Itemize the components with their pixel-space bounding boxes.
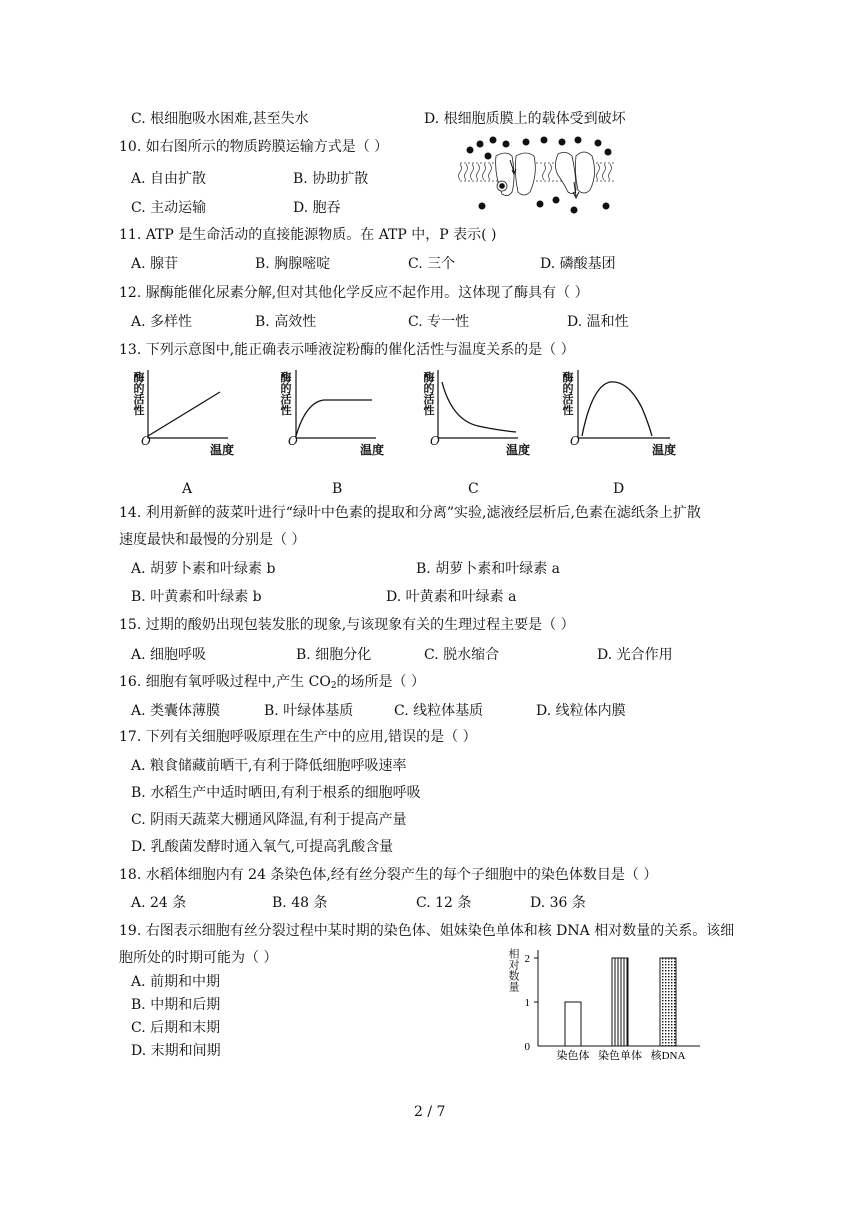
membrane-transport-figure	[458, 134, 618, 214]
q11-option-c: C. 三个	[408, 256, 456, 272]
q17-stem: 17. 下列有关细胞呼吸原理在生产中的应用,错误的是（ ）	[119, 729, 477, 745]
graph-a-axes	[148, 370, 228, 438]
q16-option-a: A. 类囊体薄膜	[131, 703, 221, 719]
graph-d-ylabel: 酶 的 活 性	[562, 371, 574, 417]
bar-染色单体	[612, 958, 628, 1046]
q14-option-c: B. 叶黄素和叶绿素 b	[131, 589, 262, 605]
graph-d-curve	[582, 382, 652, 436]
q19-option-a: A. 前期和中期	[131, 974, 221, 990]
graph-label-b: B	[332, 481, 343, 497]
graph-c-origin: O	[430, 434, 440, 448]
y-tick-label: 0	[524, 1041, 530, 1053]
q17-option-b: B. 水稻生产中适时晒田,有利于根系的细胞呼吸	[131, 785, 421, 801]
enzyme-graph-c	[418, 368, 538, 458]
graph-a-ylabel: 酶 的 活 性	[133, 371, 145, 417]
graph-label-c: C	[468, 481, 479, 497]
q18-stem: 18. 水稻体细胞内有 24 条染色体,经有丝分裂产生的每个子细胞中的染色体数目是（ ）	[119, 867, 658, 883]
q16-option-d: D. 线粒体内膜	[536, 703, 626, 719]
q19-option-d: D. 末期和间期	[131, 1043, 221, 1059]
graph-c-curve	[442, 382, 516, 432]
graph-c-xlabel: 温度	[506, 443, 531, 457]
q15-stem: 15. 过期的酸奶出现包装发胀的现象,与该现象有关的生理过程主要是（ ）	[119, 617, 575, 633]
q19-option-b: B. 中期和后期	[131, 997, 221, 1013]
graph-b-origin: O	[288, 434, 298, 448]
graph-d-axes	[578, 370, 670, 438]
y-tick-label: 1	[524, 997, 530, 1009]
graph-a-origin: O	[141, 434, 151, 448]
q15-option-b: B. 细胞分化	[296, 647, 372, 663]
q12-option-b: B. 高效性	[255, 314, 317, 330]
graph-b-axes	[296, 370, 376, 438]
q16-option-b: B. 叶绿体基质	[264, 703, 354, 719]
q10-stem: 10. 如右图所示的物质跨膜运输方式是（ ）	[119, 139, 389, 155]
y-tick-label: 2	[524, 953, 530, 965]
q14-option-d: D. 叶黄素和叶绿素 a	[386, 589, 517, 605]
q16-option-c: C. 线粒体基质	[394, 703, 484, 719]
graph-b-xlabel: 温度	[360, 443, 385, 457]
carrier-protein-left	[496, 153, 536, 196]
enzyme-graph-d	[558, 368, 688, 458]
q10-option-d: D. 胞吞	[293, 200, 341, 216]
q18-option-a: A. 24 条	[131, 895, 187, 911]
graph-a-curve	[148, 392, 220, 436]
carrier-protein-right	[555, 152, 594, 198]
q17-option-a: A. 粮食储藏前晒干,有利于降低细胞呼吸速率	[131, 758, 407, 774]
q14-stem-line2: 速度最快和最慢的分别是（ ）	[119, 532, 306, 548]
graph-a-xlabel: 温度	[210, 443, 235, 457]
option-c-prev: C. 根细胞吸水困难,甚至失水	[131, 111, 309, 127]
q19-option-c: C. 后期和末期	[131, 1020, 221, 1036]
graph-b-ylabel: 酶 的 活 性	[280, 371, 292, 417]
bar-染色体	[565, 1002, 581, 1046]
q12-option-c: C. 专一性	[408, 314, 470, 330]
q10-option-a: A. 自由扩散	[131, 171, 207, 187]
q15-option-d: D. 光合作用	[597, 647, 673, 663]
graph-b-curve	[296, 400, 372, 436]
q16-stem: 16. 细胞有氧呼吸过程中,产生 $CO_2$的场所是（ ）	[119, 674, 425, 691]
graph-c-ylabel: 酶 的 活 性	[423, 371, 435, 417]
option-d-prev: D. 根细胞质膜上的载体受到破坏	[424, 111, 626, 127]
q17-option-c: C. 阴雨天蔬菜大棚通风降温,有利于提高产量	[131, 812, 407, 828]
graph-d-xlabel: 温度	[652, 443, 677, 457]
chart-ylabel: 相对数量	[507, 948, 520, 992]
q15-option-a: A. 细胞呼吸	[131, 647, 207, 663]
category-label: 染色体	[556, 1050, 590, 1060]
q19-stem-line1: 19. 右图表示细胞有丝分裂过程中某时期的染色体、姐妹染色单体和核 DNA 相对数量的关系。该细	[119, 923, 735, 939]
q11-option-d: D. 磷酸基团	[540, 256, 616, 272]
q10-option-c: C. 主动运输	[131, 200, 207, 216]
q17-option-d: D. 乳酸菌发酵时通入氧气,可提高乳酸含量	[131, 839, 394, 855]
page-number: 2 / 7	[414, 1104, 446, 1120]
enzyme-graph-a	[128, 368, 248, 458]
category-label: 染色单体	[598, 1050, 642, 1060]
q11-option-b: B. 胸腺嘧啶	[255, 256, 331, 272]
graph-label-a: A	[182, 481, 193, 497]
q13-stem: 13. 下列示意图中,能正确表示唾液淀粉酶的催化活性与温度关系的是（ ）	[119, 342, 575, 358]
q11-stem: 11. ATP 是生命活动的直接能源物质。在 ATP 中，P 表示( )	[119, 227, 497, 243]
q18-option-d: D. 36 条	[530, 895, 586, 911]
q18-option-b: B. 48 条	[272, 895, 328, 911]
q14-option-b: B. 胡萝卜素和叶绿素 a	[416, 561, 560, 577]
q12-option-a: A. 多样性	[131, 314, 193, 330]
q14-option-a: A. 胡萝卜素和叶绿素 b	[131, 561, 276, 577]
bar-核DNA	[660, 958, 676, 1046]
q15-option-c: C. 脱水缩合	[424, 647, 500, 663]
q12-stem: 12. 脲酶能催化尿素分解,但对其他化学反应不起作用。这体现了酶具有（ ）	[119, 285, 589, 301]
relative-quantity-bar-chart	[500, 940, 720, 1060]
q10-option-b: B. 协助扩散	[293, 171, 369, 187]
q11-option-a: A. 腺苷	[131, 256, 179, 272]
q14-stem-line1: 14. 利用新鲜的菠菜叶进行“绿叶中色素的提取和分离”实验,滤液经层析后,色素在滤纸条上扩散	[119, 505, 701, 521]
graph-label-d: D	[613, 481, 625, 497]
q12-option-d: D. 温和性	[567, 314, 629, 330]
q18-option-c: C. 12 条	[416, 895, 472, 911]
q19-stem-line2: 胞所处的时期可能为（ ）	[119, 950, 278, 966]
enzyme-graph-b	[276, 368, 396, 458]
graph-d-origin: O	[570, 434, 580, 448]
category-label: 核DNA	[650, 1050, 686, 1060]
